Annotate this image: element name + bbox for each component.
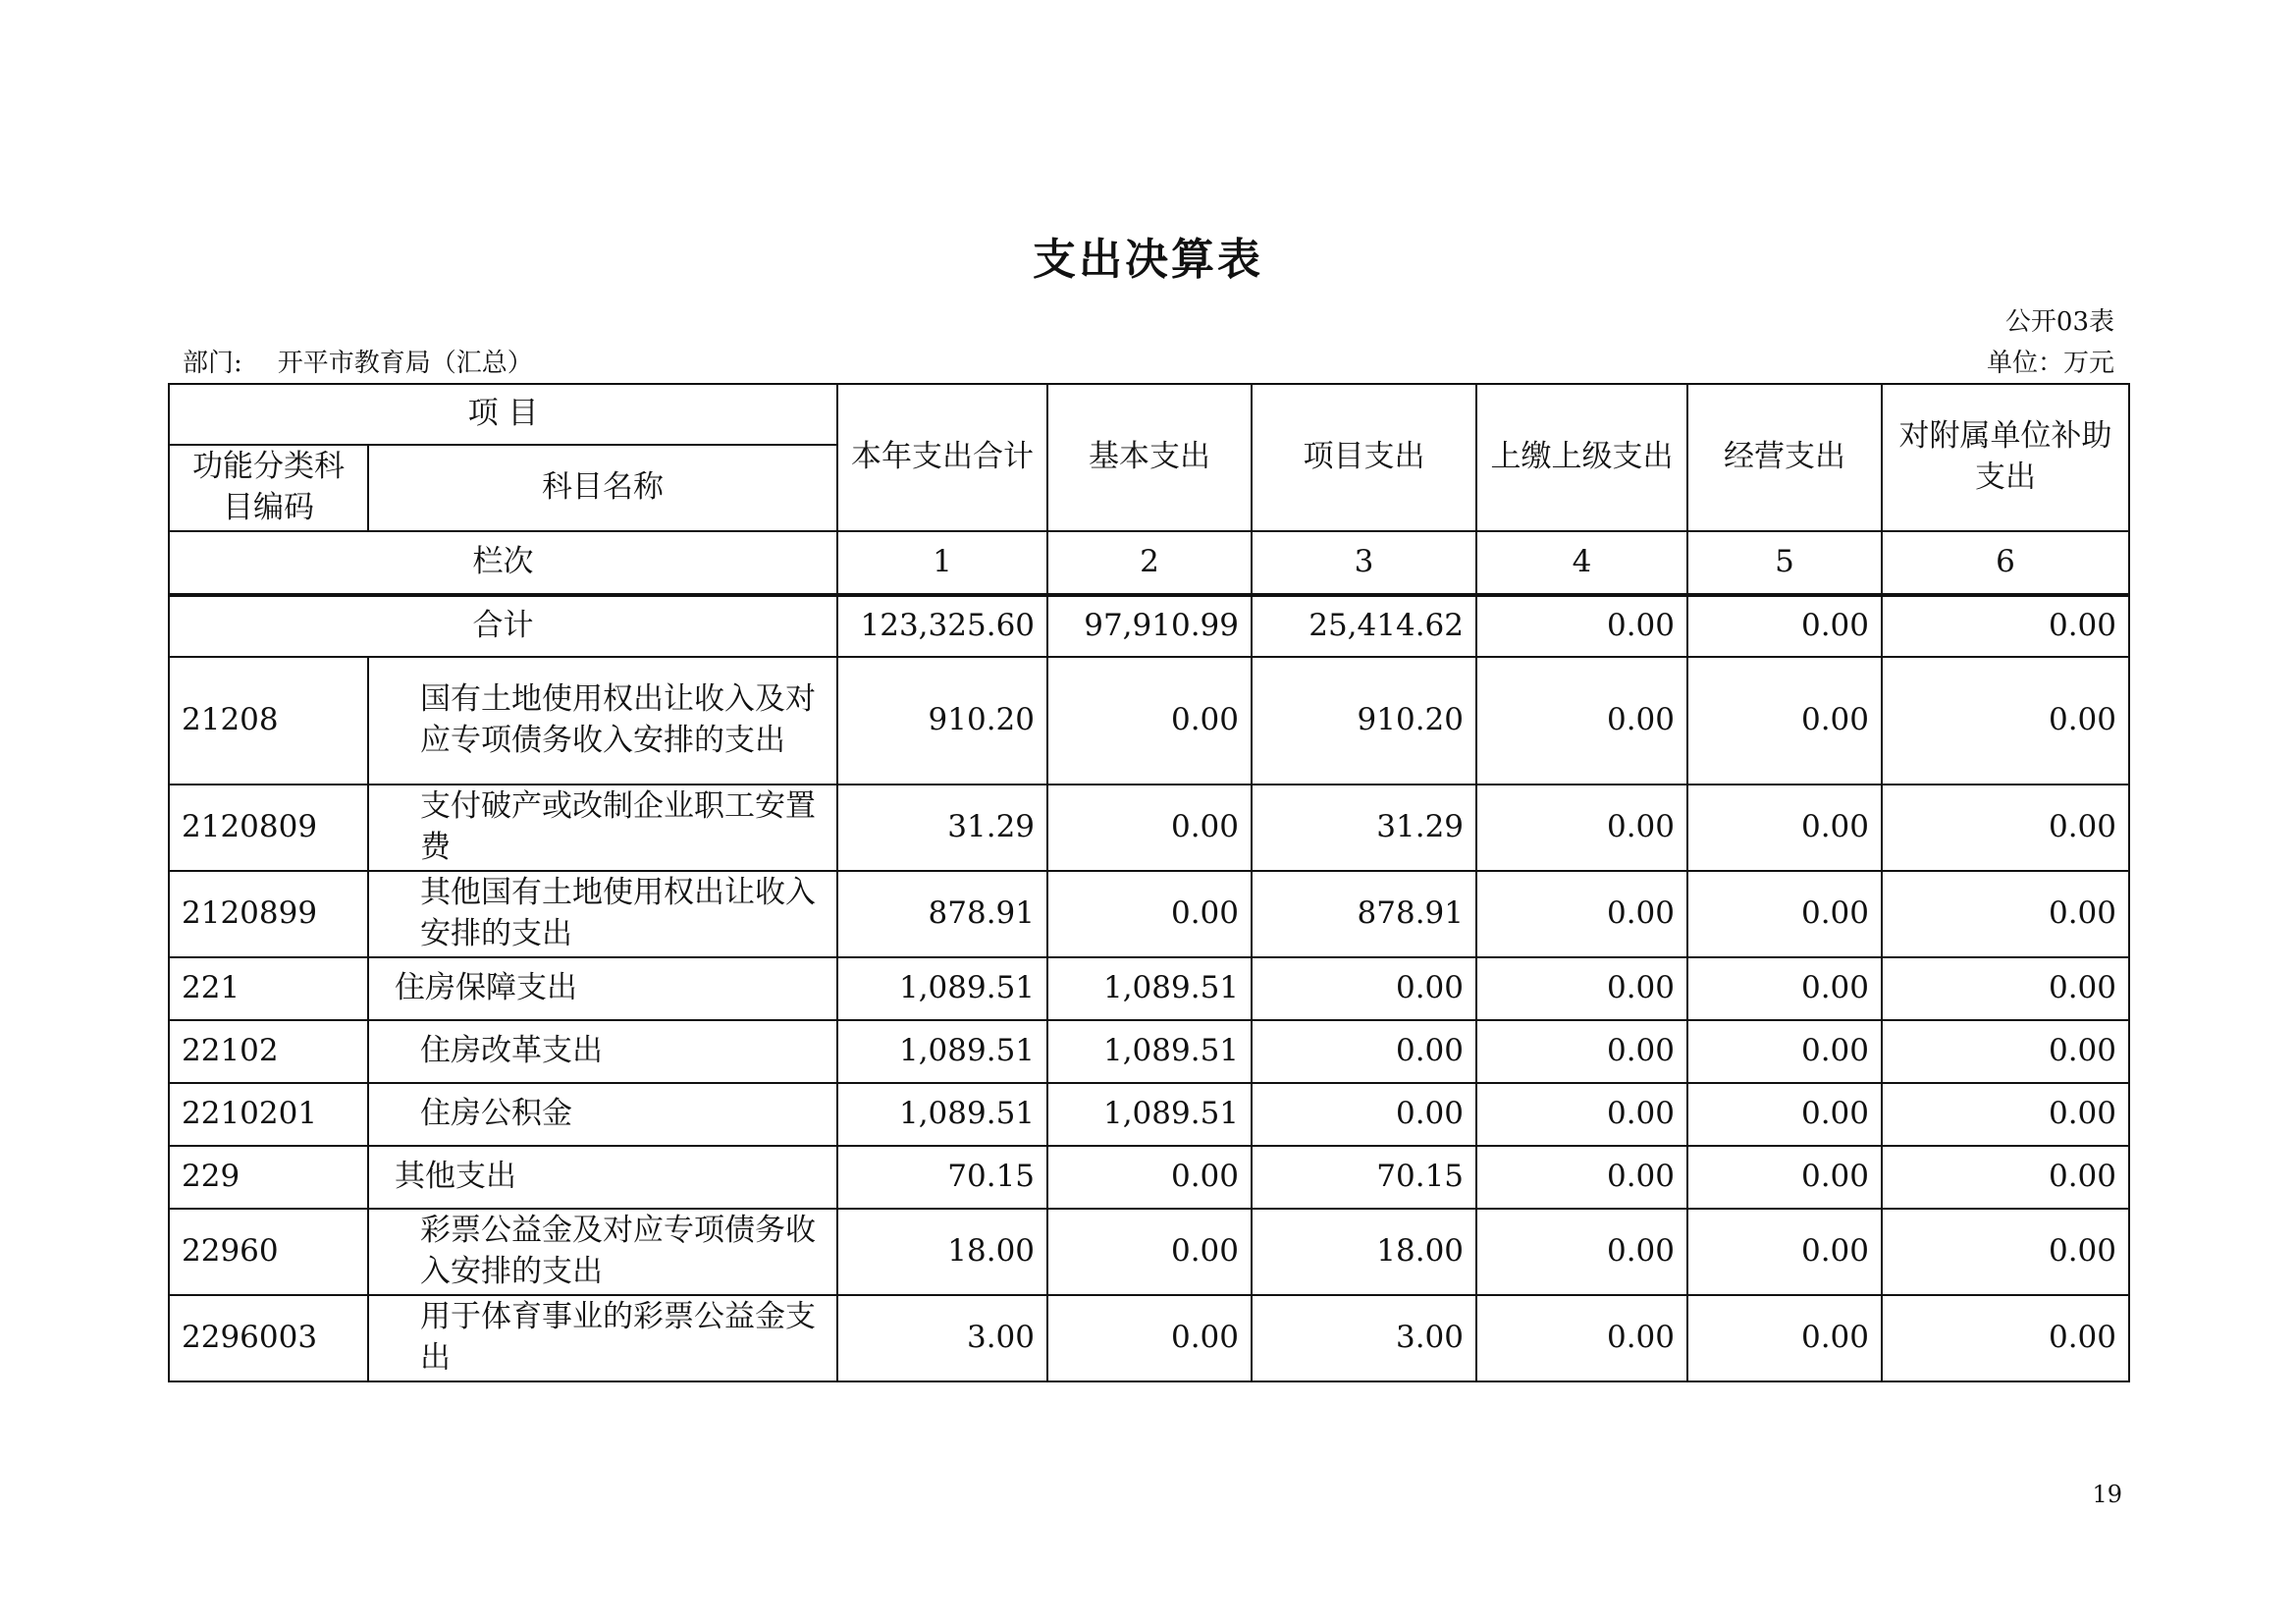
- row-value: 0.00: [1476, 785, 1687, 871]
- row-value: 910.20: [1252, 657, 1476, 785]
- header-subject-name: 科目名称: [368, 445, 837, 531]
- row-value: 0.00: [1476, 1295, 1687, 1381]
- page-number: 19: [2092, 1481, 2122, 1508]
- total-value: 0.00: [1476, 595, 1687, 657]
- row-code: 22960: [169, 1209, 368, 1295]
- row-value: 0.00: [1882, 1146, 2129, 1209]
- row-name: 用于体育事业的彩票公益金支出: [368, 1295, 837, 1381]
- row-value: 0.00: [1882, 1209, 2129, 1295]
- row-code: 2210201: [169, 1083, 368, 1146]
- row-value: 1,089.51: [837, 1083, 1047, 1146]
- header-row: [169, 384, 2129, 445]
- row-value: 878.91: [837, 871, 1047, 957]
- row-value: 0.00: [1047, 1295, 1252, 1381]
- row-code: 22102: [169, 1020, 368, 1083]
- row-value: 70.15: [1252, 1146, 1476, 1209]
- total-value: 0.00: [1687, 595, 1882, 657]
- row-value: 0.00: [1047, 871, 1252, 957]
- row-value: 70.15: [837, 1146, 1047, 1209]
- department-label: 部门:: [183, 349, 242, 378]
- row-value: 0.00: [1882, 785, 2129, 871]
- table-row: [169, 1295, 2129, 1381]
- row-name: 其他支出: [368, 1146, 837, 1209]
- row-value: 0.00: [1687, 1146, 1882, 1209]
- table-row: [169, 657, 2129, 785]
- header-col-subsidy: 对附属单位补助支出: [1882, 384, 2129, 531]
- row-value: 0.00: [1687, 871, 1882, 957]
- column-number-row: [169, 531, 2129, 595]
- row-value: 0.00: [1882, 1083, 2129, 1146]
- total-row: [169, 595, 2129, 657]
- row-value: 0.00: [1687, 957, 1882, 1020]
- total-value: 97,910.99: [1047, 595, 1252, 657]
- column-number: 1: [837, 531, 1047, 595]
- row-value: 1,089.51: [1047, 1083, 1252, 1146]
- row-value: 0.00: [1476, 957, 1687, 1020]
- row-value: 0.00: [1687, 1083, 1882, 1146]
- row-value: 0.00: [1252, 957, 1476, 1020]
- table-row: [169, 1083, 2129, 1146]
- table-row: [169, 957, 2129, 1020]
- column-number: 3: [1252, 531, 1476, 595]
- row-value: 0.00: [1047, 1209, 1252, 1295]
- row-value: 1,089.51: [1047, 957, 1252, 1020]
- row-value: 0.00: [1882, 657, 2129, 785]
- table-row: [169, 1209, 2129, 1295]
- form-number: 公开03表: [2004, 307, 2114, 337]
- row-value: 1,089.51: [1047, 1020, 1252, 1083]
- row-value: 0.00: [1047, 785, 1252, 871]
- department-line: [183, 343, 533, 379]
- row-value: 878.91: [1252, 871, 1476, 957]
- row-value: 31.29: [837, 785, 1047, 871]
- row-code: 2120809: [169, 785, 368, 871]
- row-value: 0.00: [1476, 1083, 1687, 1146]
- row-value: 0.00: [1687, 1020, 1882, 1083]
- row-value: 0.00: [1882, 957, 2129, 1020]
- total-value: 123,325.60: [837, 595, 1047, 657]
- table-row: [169, 1020, 2129, 1083]
- header-col-basic: 基本支出: [1047, 384, 1252, 531]
- header-col-project: 项目支出: [1252, 384, 1476, 531]
- row-value: 0.00: [1047, 657, 1252, 785]
- header-col-upper: 上缴上级支出: [1476, 384, 1687, 531]
- table-row: [169, 1146, 2129, 1209]
- header-col-total: 本年支出合计: [837, 384, 1047, 531]
- header-item: 项 目: [169, 384, 837, 445]
- row-code: 21208: [169, 657, 368, 785]
- row-name: 支付破产或改制企业职工安置费: [368, 785, 837, 871]
- row-value: 0.00: [1687, 785, 1882, 871]
- row-value: 0.00: [1476, 657, 1687, 785]
- column-number: 6: [1882, 531, 2129, 595]
- header-col-business: 经营支出: [1687, 384, 1882, 531]
- row-value: 0.00: [1252, 1020, 1476, 1083]
- row-name: 其他国有土地使用权出让收入安排的支出: [368, 871, 837, 957]
- row-name: 彩票公益金及对应专项债务收入安排的支出: [368, 1209, 837, 1295]
- column-number-label: 栏次: [169, 531, 837, 595]
- row-value: 0.00: [1687, 1209, 1882, 1295]
- page-title: 支出决算表: [1033, 235, 1263, 285]
- row-name: 住房改革支出: [368, 1020, 837, 1083]
- table-row: [169, 871, 2129, 957]
- unit-label: 单位：万元: [1986, 349, 2114, 378]
- row-value: 18.00: [1252, 1209, 1476, 1295]
- total-value: 25,414.62: [1252, 595, 1476, 657]
- row-value: 3.00: [837, 1295, 1047, 1381]
- expenditure-table: [168, 383, 2130, 1382]
- row-value: 0.00: [1047, 1146, 1252, 1209]
- row-name: 住房公积金: [368, 1083, 837, 1146]
- row-value: 3.00: [1252, 1295, 1476, 1381]
- row-value: 0.00: [1476, 1209, 1687, 1295]
- row-code: 221: [169, 957, 368, 1020]
- column-number: 2: [1047, 531, 1252, 595]
- row-value: 910.20: [837, 657, 1047, 785]
- row-code: 2120899: [169, 871, 368, 957]
- column-number: 5: [1687, 531, 1882, 595]
- total-value: 0.00: [1882, 595, 2129, 657]
- row-value: 18.00: [837, 1209, 1047, 1295]
- table-row: [169, 785, 2129, 871]
- row-value: 0.00: [1882, 871, 2129, 957]
- header-func-code: 功能分类科目编码: [169, 445, 368, 531]
- row-value: 0.00: [1476, 1020, 1687, 1083]
- department-value: 开平市教育局（汇总）: [277, 349, 533, 378]
- row-value: 0.00: [1476, 871, 1687, 957]
- row-code: 2296003: [169, 1295, 368, 1381]
- row-value: 1,089.51: [837, 957, 1047, 1020]
- row-value: 0.00: [1476, 1146, 1687, 1209]
- row-code: 229: [169, 1146, 368, 1209]
- row-value: 31.29: [1252, 785, 1476, 871]
- row-value: 1,089.51: [837, 1020, 1047, 1083]
- row-name: 国有土地使用权出让收入及对应专项债务收入安排的支出: [368, 657, 837, 785]
- row-value: 0.00: [1882, 1020, 2129, 1083]
- row-value: 0.00: [1252, 1083, 1476, 1146]
- row-value: 0.00: [1687, 1295, 1882, 1381]
- row-name: 住房保障支出: [368, 957, 837, 1020]
- row-value: 0.00: [1882, 1295, 2129, 1381]
- total-label: 合计: [169, 595, 837, 657]
- column-number: 4: [1476, 531, 1687, 595]
- row-value: 0.00: [1687, 657, 1882, 785]
